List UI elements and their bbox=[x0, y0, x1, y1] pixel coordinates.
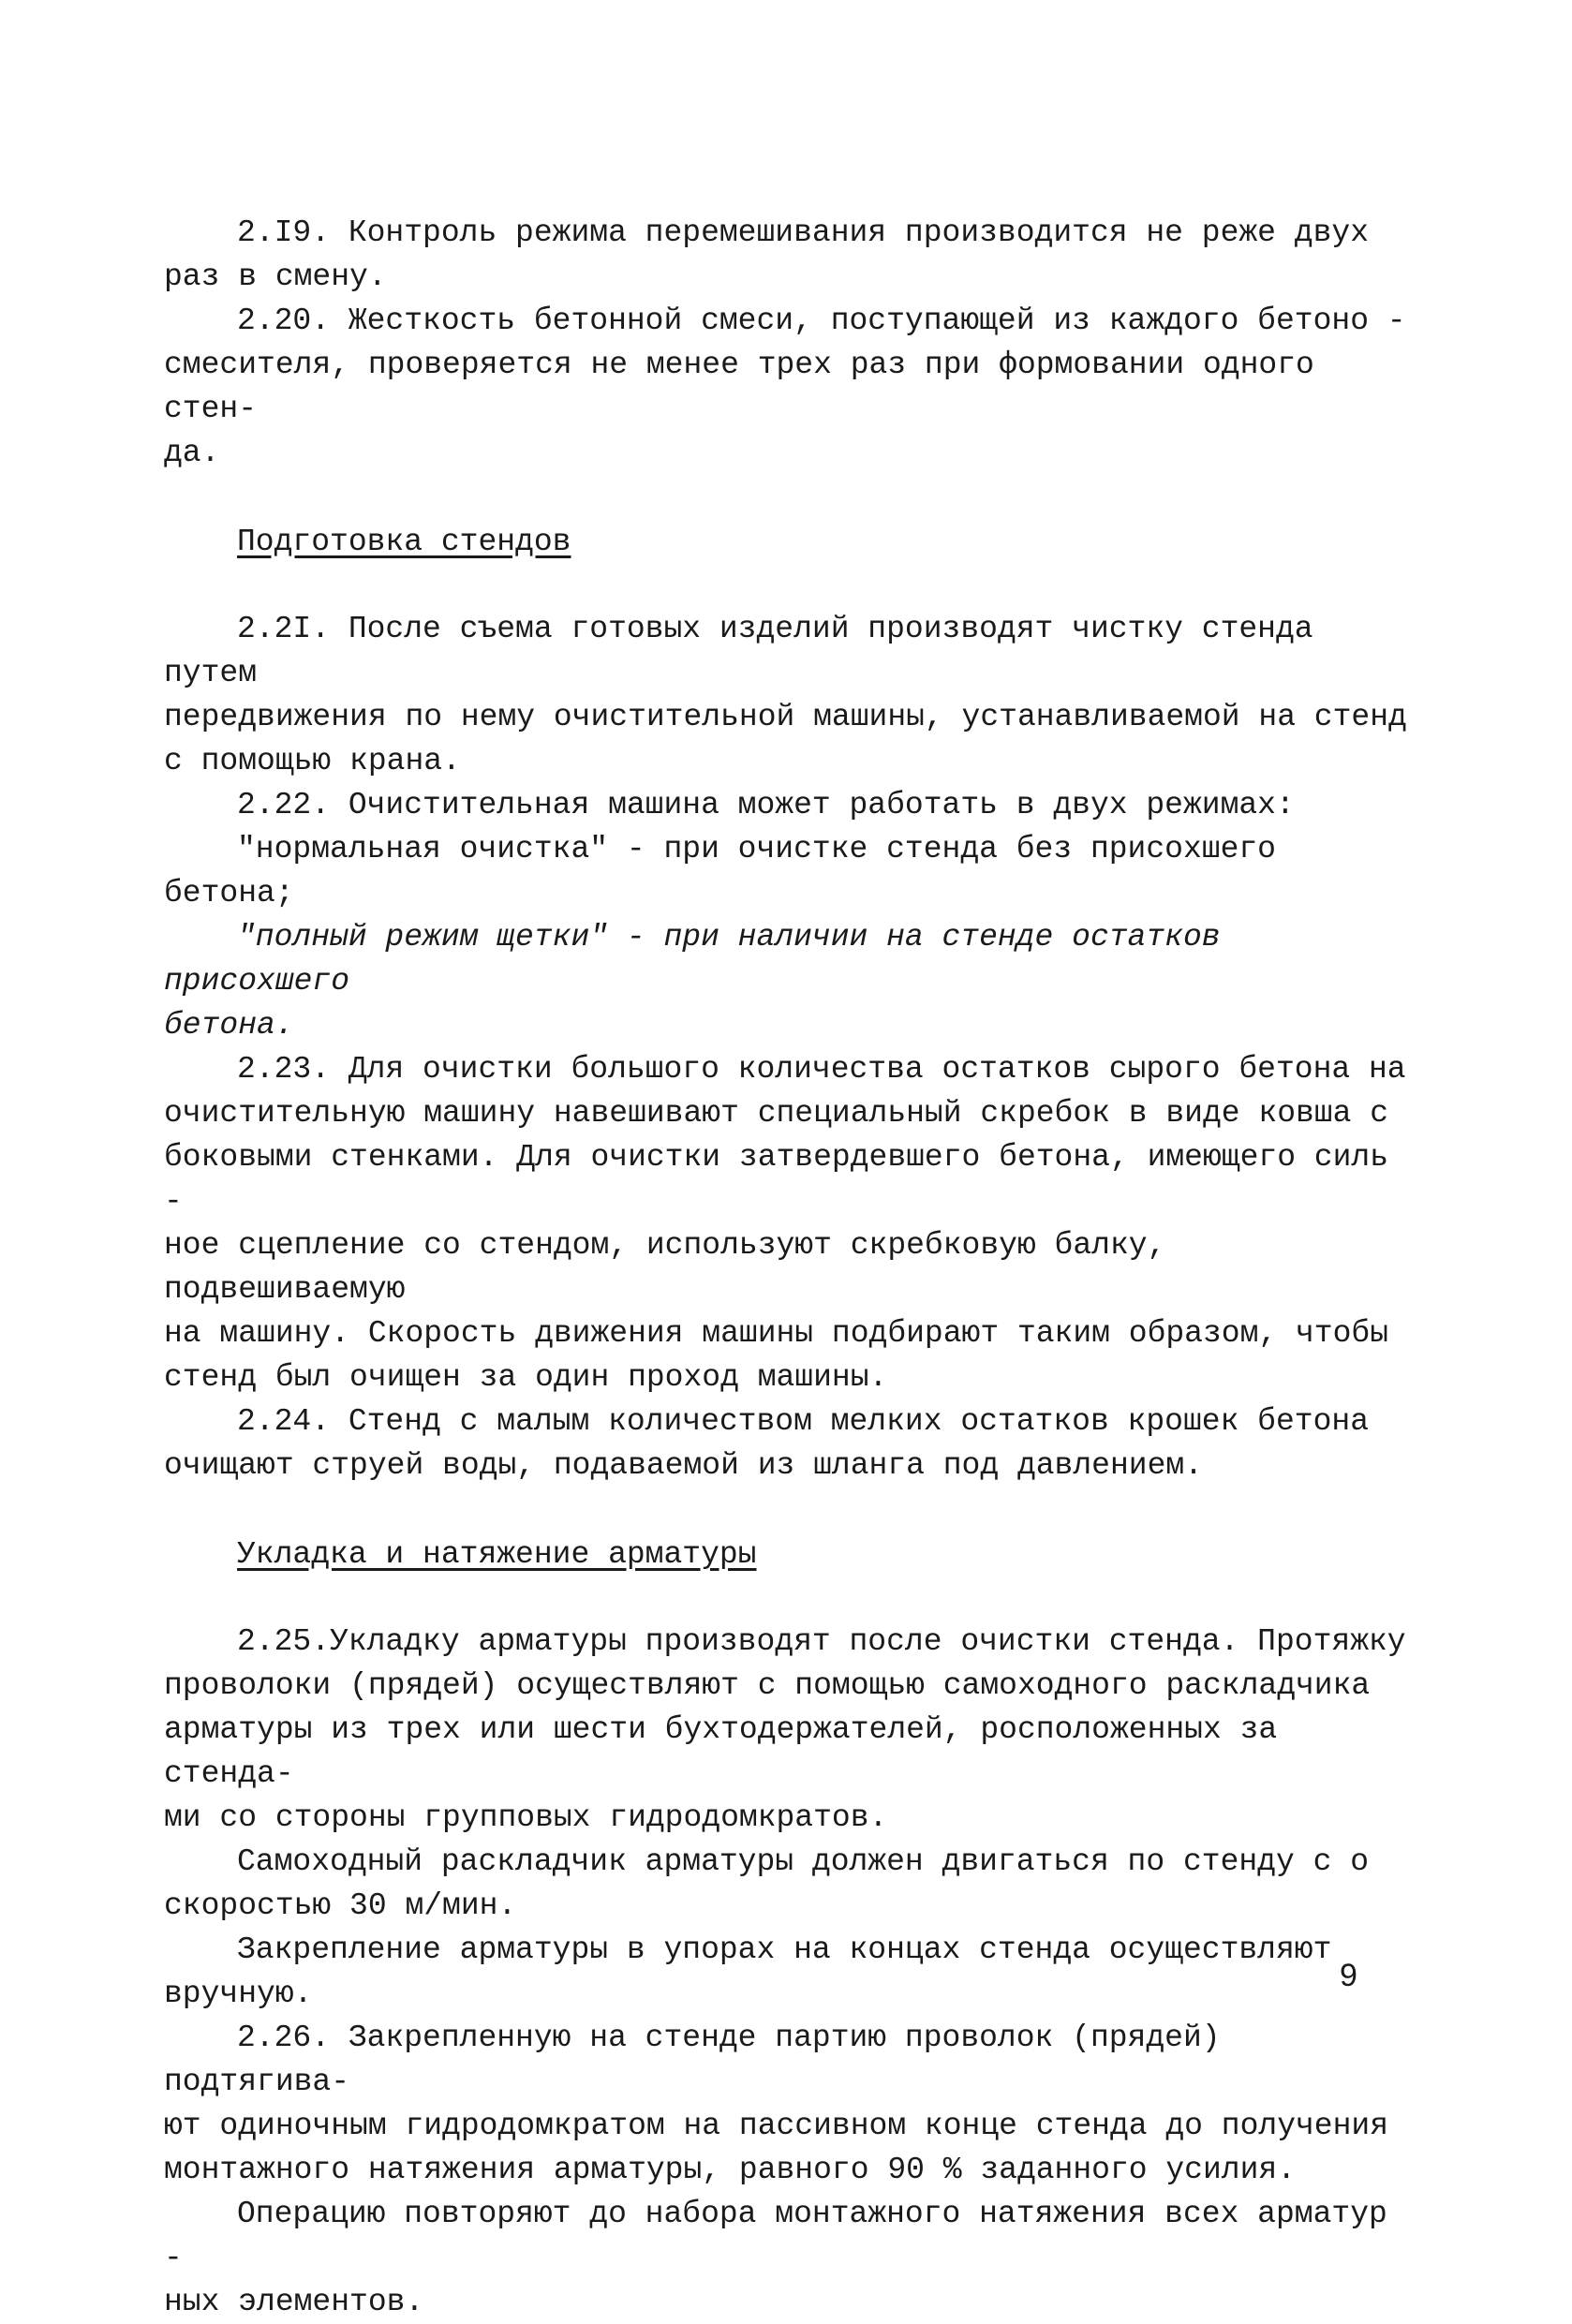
paragraph-2-22-normal-mode: "нормальная очистка" - при очистке стенда без присохшего бетона; bbox=[164, 832, 1276, 910]
paragraph-2-25-fixing: Закрепление арматуры в упорах на концах стенда осуществляют вручную. bbox=[164, 1932, 1332, 2011]
paragraph-2-24: 2.24. Стенд с малым количеством мелких остатков крошек бетона очищают струей воды, подаваемой из шланга под давлением. bbox=[164, 1404, 1369, 1483]
paragraph-2-26: 2.26. Закрепленную на стенде партию проволок (прядей) подтягива- ют одиночным гидродомкратом на пассивном конце стенда до получения монтажного натяжения арматуры, равного 90 % заданного усилия. bbox=[164, 2021, 1389, 2187]
spacer bbox=[164, 564, 1410, 607]
section-heading-stands: Подготовка стендов bbox=[237, 525, 571, 559]
paragraph-2-25-speed: Самоходный раскладчик арматуры должен двигаться по стенду с о скоростью 30 м/мин. bbox=[164, 1844, 1369, 1923]
spacer bbox=[164, 1576, 1410, 1620]
paragraph-2-22-full-mode: "полный режим щетки" - при наличии на стенде остатков присохшего бетона. bbox=[164, 920, 1221, 1043]
spacer bbox=[164, 475, 1410, 520]
paragraph-2-22: 2.22. Очистительная машина может работать в двух режимах: bbox=[237, 788, 1295, 822]
paragraph-2-25: 2.25.Укладку арматуры производят после очистки стенда. Протяжку проволоки (прядей) осуществляют с помощью самоходного раскладчика арматуры из трех или шести бухтодержателей, росположенных за стенда- ми со стороны групповых гидродомкратов. bbox=[164, 1624, 1406, 1835]
spacer bbox=[164, 1488, 1410, 1532]
paragraph-2-19: 2.I9. Контроль режима перемешивания производится не реже двух раз в смену. bbox=[164, 215, 1369, 294]
page-number: 9 bbox=[1340, 1958, 1357, 1993]
section-heading-reinforcement: Укладка и натяжение арматуры bbox=[237, 1537, 757, 1572]
paragraph-2-23: 2.23. Для очистки большого количества остатков сырого бетона на очистительную машину навешивают специальный скребок в виде ковша с боковыми стенками. Для очистки затвердевшего бетона, имеющего силь - ное сцепление со стендом, используют скребковую балку, подвешиваемую на машину. Скорость движения машины подбирают таким образом, чтобы стенд был очищен за один проход машины. bbox=[164, 1052, 1406, 1395]
paragraph-2-21: 2.2I. После съема готовых изделий производят чистку стенда путем передвижения по нему очистительной машины, устанавливаемой на стенд с помощью крана. bbox=[164, 612, 1407, 778]
document-page bbox=[164, 211, 1410, 2324]
paragraph-2-20: 2.20. Жесткость бетонной смеси, поступающей из каждого бетоно - смесителя, проверяется не менее трех раз при формовании одного стен- да. bbox=[164, 303, 1406, 470]
paragraph-2-26-repeat: Операцию повторяют до набора монтажного натяжения всех арматур - ных элементов. bbox=[164, 2197, 1387, 2319]
